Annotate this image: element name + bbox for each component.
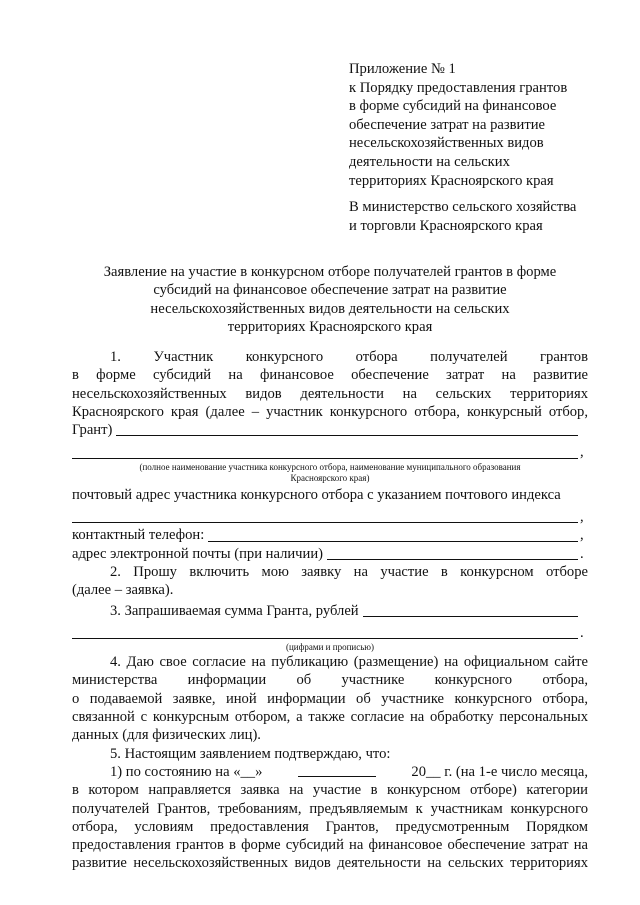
paragraph-5-line: получателей Грантов, требованиям, предъявляемым к участникам конкурсного (72, 800, 588, 817)
p1-word: конкурсного (245, 349, 324, 365)
phone-row (72, 526, 588, 544)
appendix-line: обеспечение затрат на развитие (349, 116, 546, 133)
item1-date-start: 1) по состоянию на «__» (110, 763, 263, 780)
appendix-line: Приложение № 1 (349, 61, 456, 77)
paragraph-4-line: 4. Даю свое согласие на публикацию (размещение) на официальном сайте (110, 654, 588, 671)
phone-label: контактный телефон: (72, 527, 205, 544)
p1-word: отбора (355, 349, 398, 365)
comma: , (580, 509, 584, 526)
item1-year: 20__ г. (на 1-е число месяца, (411, 763, 588, 780)
appendix-header (349, 60, 619, 190)
p1-word: получателей (430, 349, 508, 365)
grant-amount-field[interactable] (363, 603, 578, 617)
title-line: несельскохозяйственных видов деятельности на сельских (150, 300, 510, 317)
title-line: Заявление на участие в конкурсном отборе получателей грантов в форме (103, 264, 557, 280)
appendix-line: территориях Красноярского края (349, 172, 554, 189)
paragraph-5-line: предоставления грантов в форме субсидий на финансовое обеспечение затрат на (72, 837, 588, 854)
paragraph-2-line: 2. Прошу включить мою заявку на участие в конкурсном отборе (110, 563, 588, 580)
appendix-line: деятельности на сельских (349, 153, 510, 170)
paragraph-1-first-line (72, 348, 588, 366)
paragraph-1-line: Красноярского края (далее – участник конкурсного отбора, конкурсный отбор, (72, 403, 588, 420)
addressee-line: и торговли Красноярского края (349, 217, 543, 234)
grant-name-field[interactable] (116, 422, 578, 436)
grant-amount-row (72, 602, 588, 620)
document-body (72, 348, 588, 873)
document-title (70, 263, 590, 337)
appendix-line: несельскохозяйственных видов (349, 135, 544, 152)
p1-word: 1. (110, 349, 121, 365)
title-line: территориях Красноярского края (227, 319, 433, 336)
email-field[interactable] (327, 546, 578, 560)
paragraph-4-line: о подаваемой заявке, иной информации об участнике конкурсного отбора, (72, 690, 588, 707)
paragraph-4-line: данных (для физических лиц). (72, 727, 261, 744)
date-month-field[interactable] (298, 763, 376, 777)
paragraph-4-line: министерства информации об участнике конкурсного отбора, (72, 672, 588, 689)
comma: , (580, 527, 584, 544)
paragraph-1-line: несельскохозяйственных видов деятельности на сельских территориях (72, 385, 588, 402)
email-label: адрес электронной почты (при наличии) (72, 545, 324, 562)
period: . (580, 624, 584, 641)
paragraph-2-line: (далее – заявка). (72, 582, 174, 599)
paragraph-5-line: отбора, условиям предоставления Грантов, предусмотренным Порядком (72, 818, 588, 835)
addressee-line: В министерство сельского хозяйства (349, 199, 577, 215)
paragraph-5-item-1-first-line (72, 763, 588, 781)
appendix-line: в форме субсидий на финансовое (349, 98, 557, 115)
comma: , (580, 444, 584, 461)
field-caption: Красноярского края) (290, 472, 370, 483)
grant-label: Грант) (72, 422, 113, 439)
grant-name-row-2 (72, 443, 588, 461)
field-caption: (полное наименование участника конкурсного отбора, наименование муниципального образования (139, 461, 521, 472)
postal-address-row (72, 508, 588, 526)
paragraph-5-line: в котором направляется заявка на участие в конкурсном отборе) категории (72, 782, 588, 799)
paragraph-4-line: связанной с конкурсным отбором, а также согласие на обработку персональных (72, 709, 588, 726)
email-row (72, 545, 588, 563)
phone-field[interactable] (208, 528, 578, 542)
postal-address-label: почтовый адрес участника конкурсного отбора с указанием почтового индекса (72, 486, 561, 503)
postal-address-field[interactable] (72, 509, 578, 523)
grant-name-row (72, 421, 588, 439)
title-line: субсидий на финансовое обеспечение затрат на развитие (153, 282, 507, 299)
paragraph-1-line: в форме субсидий на финансовое обеспечение затрат на развитие (72, 367, 588, 384)
period: . (580, 545, 584, 562)
grant-amount-label: 3. Запрашиваемая сумма Гранта, рублей (110, 602, 359, 619)
p1-word: грантов (540, 349, 588, 365)
grant-name-field-2[interactable] (72, 445, 578, 459)
addressee-block (349, 198, 619, 235)
grant-amount-field-2[interactable] (72, 625, 578, 639)
p1-word: Участник (153, 349, 214, 365)
field-caption: (цифрами и прописью) (285, 642, 375, 653)
paragraph-5-line: развитие несельскохозяйственных видов деятельности на сельских территориях (72, 855, 588, 872)
paragraph-5-line: 5. Настоящим заявлением подтверждаю, что: (110, 745, 391, 762)
grant-amount-row-2 (72, 624, 588, 642)
appendix-line: к Порядку предоставления грантов (349, 79, 568, 96)
